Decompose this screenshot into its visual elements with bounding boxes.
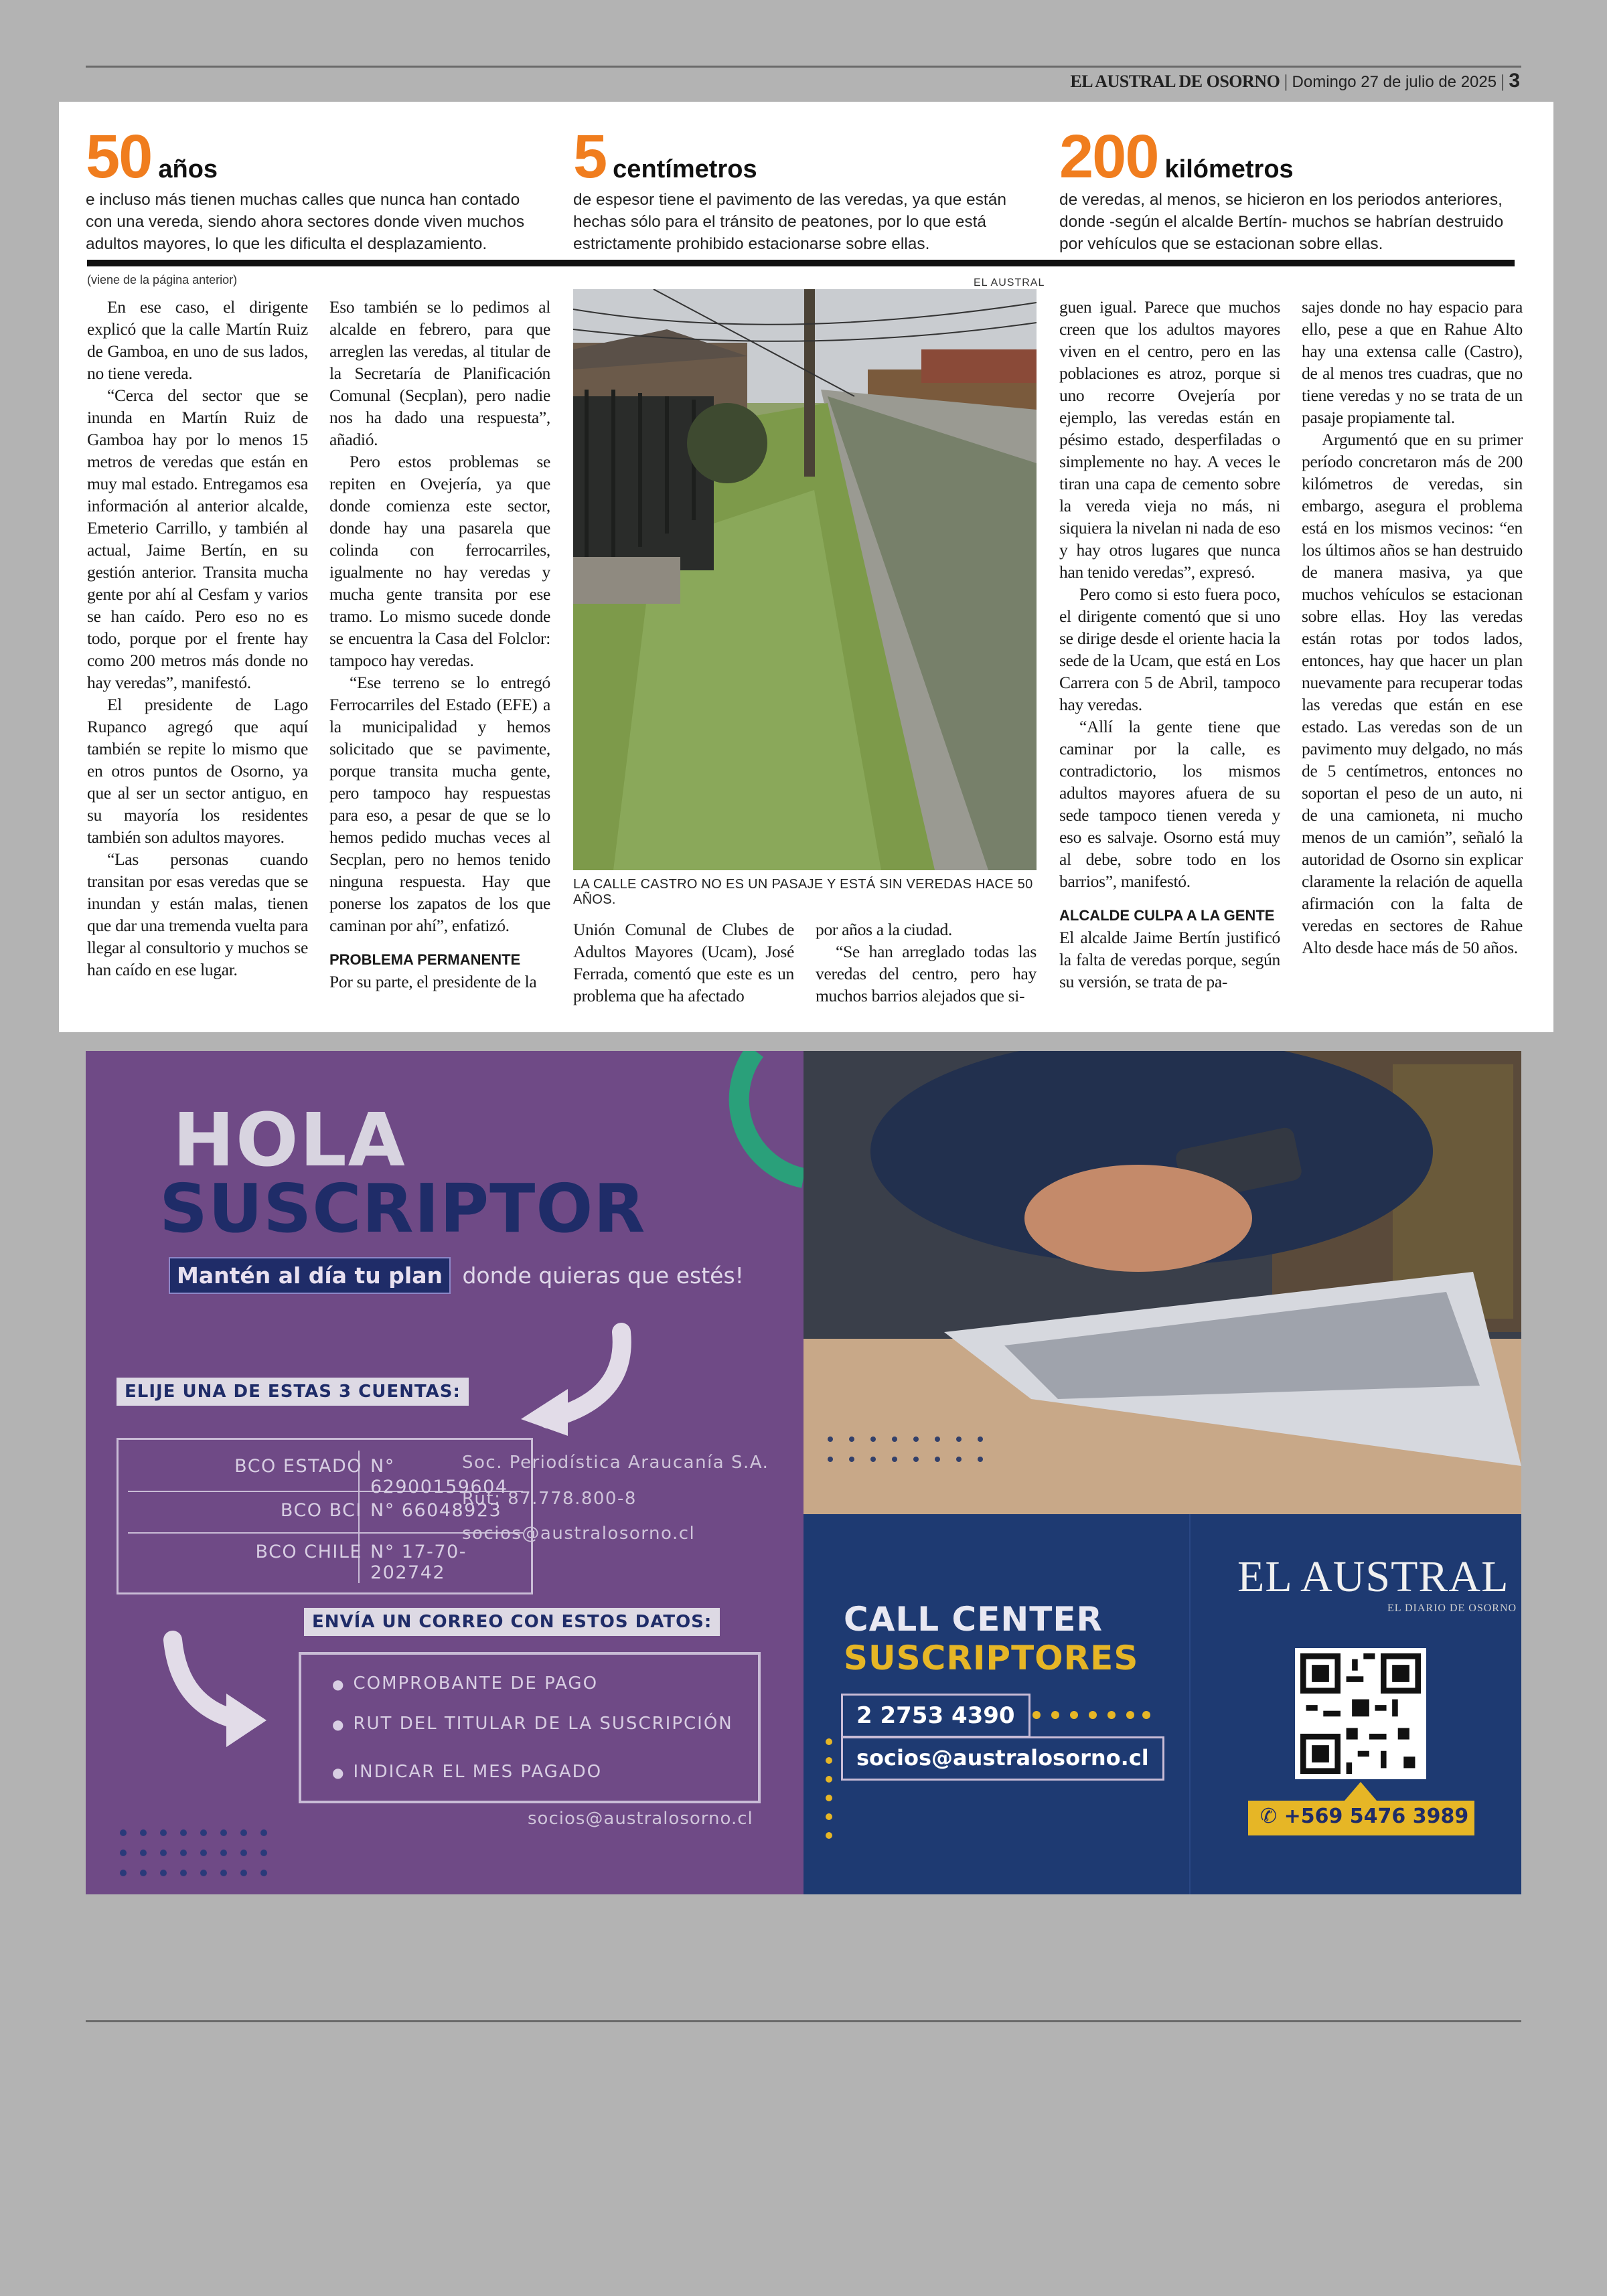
- brand-logo: EL AUSTRAL: [1237, 1552, 1509, 1601]
- whatsapp-badge: [1248, 1801, 1474, 1835]
- column-2: [329, 296, 550, 993]
- column-4-bottom: [816, 918, 1037, 1007]
- paragraph: por años a la ciudad.: [816, 920, 953, 939]
- stat-50-anos: [86, 122, 548, 255]
- bottom-rule: [86, 2020, 1521, 2022]
- call-center-title: CALL CENTER: [844, 1600, 1103, 1639]
- page-number: 3: [1509, 70, 1520, 92]
- tagline-rest: donde quieras que estés!: [462, 1262, 744, 1289]
- dots-decor-vertical: [822, 1735, 836, 1856]
- stat-description: de veredas, al menos, se hicieron en los periodos anteriores, donde -según el alcalde Bertín- muchos se habrían destruido por vehículos que se estacionan sobre ellas.: [1059, 191, 1504, 253]
- send-email-label: ENVÍA UN CORREO CON ESTOS DATOS:: [304, 1608, 720, 1636]
- whatsapp-pointer: [1345, 1782, 1377, 1801]
- continued-note: (viene de la página anterior): [87, 273, 238, 286]
- street-photo-image: [573, 289, 1037, 870]
- ad-left-panel: [86, 1051, 804, 1894]
- bank-name: BCO BCI: [280, 1500, 362, 1521]
- article-panel: [59, 102, 1553, 1032]
- paragraph: Argumentó que en su primer período concretaron más de 200 kilómetros de veredas, sin embargo, asegura el problema está en los mismos vecinos: “en los últimos años se han destruido de manera masiva, ya que muchos vehículos se estacionan sobre ellas. Hoy las veredas están rotas por todos lados, entonces, hay que hacer un plan nuevamente para recuperar todas las veredas que están en ese estado. Las veredas son de un pavimento muy delgado, no más de 5 centímetros, entonces no soportan el peso de un auto, ni de una camioneta, ni mucho menos de un camión”, señaló la autoridad de Osorno sin explicar claramente la relación de aquella afirmación con la falta de veredas en sectores de Rahue Alto desde hace más de 50 años.: [1302, 430, 1523, 957]
- paragraph: Pero como si esto fuera poco, el dirigente comentó que si uno se dirige desde el oriente hacia la sede de la Ucam, que está en Los Carrera con 5 de Abril, tampoco hay veredas.: [1059, 584, 1280, 714]
- ad-hola: HOLA: [173, 1097, 406, 1183]
- arrow-down-left-icon: [508, 1319, 641, 1439]
- list-item: ● INDICAR EL MES PAGADO: [332, 1762, 602, 1782]
- stat-number: 200: [1059, 122, 1158, 191]
- stat-unit: centímetros: [613, 155, 757, 183]
- section-rule: [87, 260, 1515, 266]
- column-1: [87, 296, 308, 981]
- arrow-down-right-icon: [153, 1627, 287, 1760]
- bank-name: BCO CHILE: [255, 1542, 362, 1562]
- column-3-bottom: Unión Comunal de Clubes de Adultos Mayores (Ucam), José Ferrada, comentó que este es un problema que ha afectado: [573, 920, 794, 1005]
- stat-number: 50: [86, 122, 152, 191]
- contact-email: socios@australosorno.cl: [528, 1809, 753, 1829]
- paragraph: “Se han arreglado todas las veredas del centro, pero hay muchos barrios alejados que si-: [816, 942, 1037, 1005]
- running-head: EL AUSTRAL DE OSORNO | Domingo 27 de julio de 2025 | 3: [1070, 70, 1520, 92]
- paragraph: “Allí la gente tiene que caminar por la calle, es contradictorio, los mismos adultos mayores afuera de su sede tampoco tienen vereda y eso es salvaje. Osorno está muy al debe, sobre todo en los barrios”, manifestó.: [1059, 717, 1280, 891]
- qr-code: [1295, 1648, 1426, 1779]
- paper-name: EL AUSTRAL DE OSORNO: [1070, 72, 1280, 91]
- paragraph: En ese caso, el dirigente explicó que la calle Martín Ruiz de Gamboa, en uno de sus lados, no tiene vereda.: [87, 297, 308, 383]
- call-center-subtitle: SUSCRIPTORES: [844, 1639, 1139, 1677]
- stat-200-km: [1059, 122, 1521, 255]
- top-rule: [86, 66, 1521, 68]
- call-center-email: socios@australosorno.cl: [841, 1736, 1164, 1781]
- tagline-highlight: Mantén al día tu plan: [169, 1257, 451, 1294]
- call-center-phone: 2 2753 4390: [841, 1694, 1030, 1738]
- stat-description: de espesor tiene el pavimento de las veredas, ya que están hechas sólo para el tránsito de peatones, por lo que está estrictamente prohibido estacionarse sobre ellas.: [573, 191, 1006, 253]
- qr-code-image: [1300, 1653, 1421, 1774]
- company-rut: Rut: 87.778.800-8: [462, 1489, 637, 1509]
- whatsapp-icon: ✆: [1260, 1805, 1278, 1828]
- stat-unit: kilómetros: [1164, 155, 1294, 183]
- company-email: socios@australosorno.cl: [462, 1524, 696, 1544]
- subheading: ALCALDE CULPA A LA GENTE: [1059, 907, 1275, 924]
- column-6: [1302, 296, 1523, 959]
- street-photo: [573, 289, 1037, 870]
- bank-account-number: N° 62900159604: [370, 1456, 508, 1497]
- paragraph: guen igual. Parece que muchos creen que los adultos mayores viven en el centro, pero en las poblaciones es atroz, porque si uno recorre Ovejería por ejemplo, las veredas están en pésimo estado, desperfiladas o simplemente no hay. A veces le tiran una capa de cemento sobre la vereda vieja no más, ni siquiera la nivelan ni nada de eso y hay otros lugares que nunca han tenido veredas”, expresó.: [1059, 297, 1280, 582]
- required-data-list: [299, 1652, 761, 1803]
- column-5: [1059, 296, 1280, 993]
- photo-credit: EL AUSTRAL: [974, 277, 1045, 289]
- paragraph: sajes donde no hay espacio para ello, pese a que en Rahue Alto hay una extensa calle (Castro), de al menos tres cuadras, que no tiene veredas y no se trata de un pasaje propiamente tal.: [1302, 297, 1523, 427]
- stat-5-centimetros: [573, 122, 1035, 255]
- issue-date: Domingo 27 de julio de 2025: [1292, 73, 1497, 91]
- bank-account-number: N° 66048923: [370, 1500, 502, 1521]
- paragraph: “Las personas cuando transitan por esas veredas que se inundan y están malas, tienen que dar una tremenda vuelta para llegar al consultorio y muchos se han caído en ese lugar.: [87, 849, 308, 979]
- subheading: PROBLEMA PERMANENTE: [329, 951, 521, 968]
- panel-divider: [1189, 1514, 1191, 1894]
- stat-number: 5: [573, 122, 607, 191]
- paragraph: “Cerca del sector que se inunda en Martín Ruiz de Gamboa hay por lo menos 15 metros de veredas que están en muy mal estado. Entregamos esa información al anterior alcalde, Emeterio Carrillo, y también al actual, Jaime Bertín, en su gestión anterior. Transita mucha gente por ahí al Cesfam y varios se han caído. Pero eso no es todo, porque por el frente hay como 200 metros más donde no hay veredas”, manifestó.: [87, 386, 308, 692]
- whatsapp-number: +569 5476 3989: [1284, 1805, 1469, 1828]
- stat-unit: años: [158, 155, 218, 183]
- ad-tagline: [169, 1262, 744, 1289]
- paragraph: Eso también se lo pedimos al alcalde en febrero, para que arreglen las veredas, al titular de la Secretaría de Planificación Comunal (Secplan), pero nadie nos ha dado una respuesta”, añadió.: [329, 297, 550, 449]
- list-item: ● COMPROBANTE DE PAGO: [332, 1673, 598, 1694]
- bank-name: BCO ESTADO: [234, 1456, 362, 1477]
- ad-phone-photo: [804, 1051, 1521, 1514]
- accounts-label: ELIJE UNA DE ESTAS 3 CUENTAS:: [117, 1378, 469, 1406]
- brand-subtitle: EL DIARIO DE OSORNO: [1387, 1603, 1517, 1614]
- paragraph: Por su parte, el presidente de la: [329, 972, 537, 991]
- bank-account-number: N° 17-70-202742: [370, 1542, 467, 1583]
- paragraph: El presidente de Lago Rupanco agregó que aquí también se repite lo mismo que en otros puntos de Osorno, ya que al ser un sector antiguo, en su mayoría los residentes también son adultos mayores.: [87, 695, 308, 847]
- subscription-ad: [86, 1051, 1521, 1894]
- ad-call-center-panel: [804, 1514, 1521, 1894]
- company-name: Soc. Periodística Araucanía S.A.: [462, 1453, 769, 1473]
- ad-suscriptor: SUSCRIPTOR: [159, 1169, 646, 1248]
- dots-decor: [1031, 1708, 1152, 1722]
- paragraph: “Ese terreno se lo entregó Ferrocarriles del Estado (EFE) a la municipalidad y hemos solicitado que se pavimente, porque transita mucha gente, pero tampoco hay respuestas para eso, a pesar de que se lo hemos pedido muchas veces al Secplan, pero no hemos tenido ninguna respuesta. Hay que ponerse los zapatos de los que caminan por ahí”, enfatizó.: [329, 673, 550, 935]
- paragraph: Pero estos problemas se repiten en Ovejería, ya que donde comienza este sector, donde hay una pasarela que colinda con ferrocarriles, igualmente no hay veredas y mucha gente transita por ese tramo. Lo mismo sucede donde se encuentra la Casa del Folclor: tampoco hay veredas.: [329, 452, 550, 670]
- ad-photo-image: [804, 1051, 1521, 1514]
- photo-caption: LA CALLE CASTRO NO ES UN PASAJE Y ESTÁ SIN VEREDAS HACE 50 AÑOS.: [573, 877, 1033, 907]
- paragraph: El alcalde Jaime Bertín justificó la falta de veredas porque, según su versión, se trata de pa-: [1059, 928, 1280, 991]
- list-item: ● RUT DEL TITULAR DE LA SUSCRIPCIÓN: [332, 1714, 733, 1734]
- stat-description: e incluso más tienen muchas calles que nunca han contado con una vereda, siendo ahora sectores donde viven muchos adultos mayores, lo que les dificulta el desplazamiento.: [86, 191, 525, 253]
